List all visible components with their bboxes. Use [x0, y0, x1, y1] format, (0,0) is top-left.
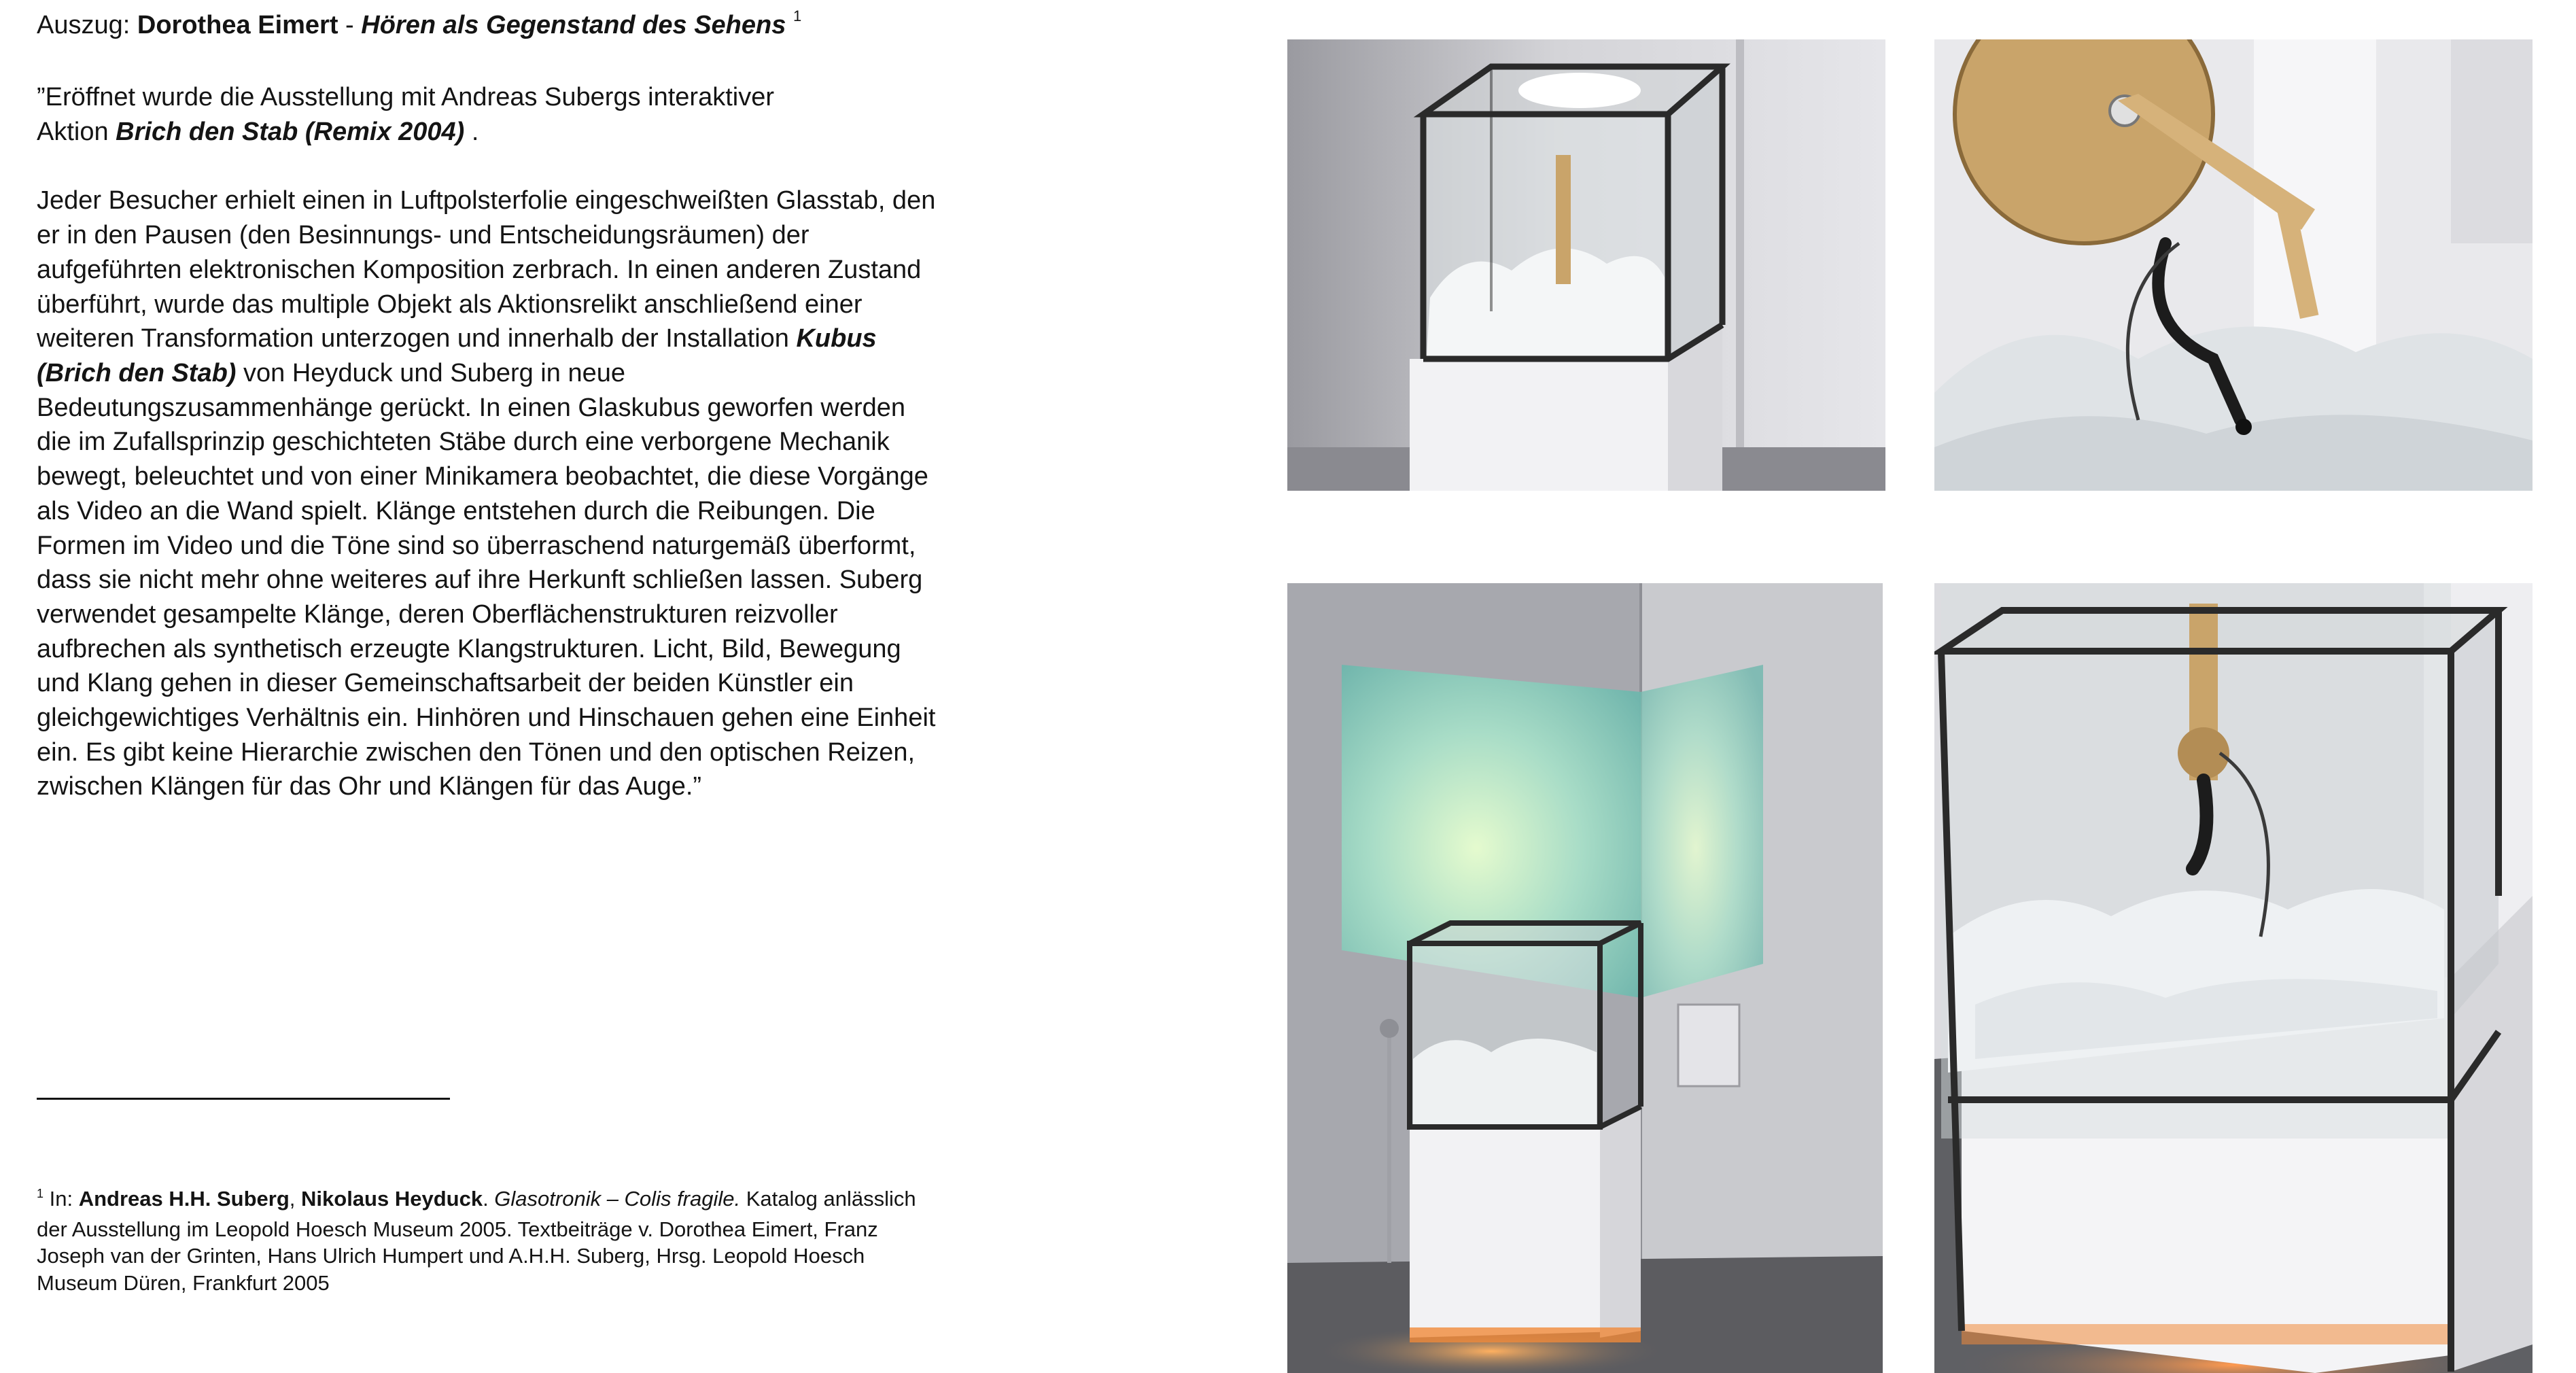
footnote-comma: ,: [289, 1187, 302, 1211]
footnote-prefix: In:: [43, 1187, 79, 1211]
footnote-artist-2: Nikolaus Heyduck: [301, 1187, 483, 1211]
article-heading: [37, 8, 941, 46]
footnote-catalog-title: Glasotronik – Colis fragile.: [494, 1187, 741, 1211]
body-part-1: Jeder Besucher erhielt einen in Luftpolsterfolie eingeschweißten Glasstab, den er in den Pausen (den Besinnungs- und Entscheidungsräumen) der aufgeführten elektronischen Komposition zerbrach. In einen anderen Zustand überführt, wurde das multiple Objekt als Aktionsrelikt anschließend einer weiteren Transformation unterzogen und innerhalb der Installation: [37, 186, 936, 353]
intro-line-2-start: Aktion: [37, 118, 116, 147]
intro-line-1: ”Eröffnet wurde die Ausstellung mit Andreas Subergs interaktiver: [37, 83, 774, 112]
heading-prefix: Auszug:: [37, 11, 137, 39]
heading-author: Dorothea Eimert: [137, 11, 338, 39]
heading-separator: -: [338, 11, 362, 39]
footnote: [37, 1185, 941, 1296]
intro-line-2-end: .: [464, 118, 479, 147]
body-part-2: von Heyduck und Suberg in neue Bedeutungszusammenhänge gerückt. In einen Glaskubus geworfen werden die im Zufallsprinzip geschichteten Stäbe durch eine verborgene Mechanik bewegt, beleuchtet und von einer Minikamera beobachtet, die diese Vorgänge als Video an die Wand spielt. Klänge entstehen durch die Reibungen. Die Formen im Video und die Töne sind so überraschend naturgemäß überformt, dass sie nicht mehr ohne weiteres auf ihre Herkunft schließen lassen. Suberg verwendet gesampelte Klänge, deren Oberflächenstrukturen reizvoller aufbrechen als synthetisch erzeugte Klangstrukturen. Licht, Bild, Bewegung und Klang gehen in dieser Gemeinschaftsarbeit der beiden Künstler ein gleichgewichtiges Verhältnis ein. Hinhören und Hinschauen gehen eine Einheit ein. Es gibt keine Hierarchie zwischen den Tönen und den optischen Reizen, zwischen Klängen für das Ohr und Klängen für das Auge.”: [37, 359, 936, 801]
footnote-divider: [37, 1098, 450, 1100]
footnote-number: 1: [37, 1187, 44, 1200]
footnote-reference[interactable]: 1: [793, 7, 802, 24]
heading-title: Hören als Gegenstand des Sehens: [361, 11, 786, 39]
photo-installation-with-projection: [1287, 583, 1883, 1373]
installation-title: Kubus (Brich den Stab): [37, 324, 877, 387]
photo-glass-cube-on-pedestal: [1287, 39, 1885, 491]
photo-cube-with-camera-arm: [1934, 583, 2533, 1373]
footnote-dot: .: [483, 1187, 495, 1211]
footnote-rest: Katalog anlässlich der Ausstellung im Leopold Hoesch Museum 2005. Textbeiträge v. Dorothea Eimert, Franz Joseph van der Grinten, Hans Ulrich Humpert und A.H.H. Suberg, Hrsg. Leopold Hoesch Museum Düren, Frankfurt 2005: [37, 1187, 916, 1295]
intro-paragraph: [37, 80, 941, 149]
footnote-artist-1: Andreas H.H. Suberg: [78, 1187, 290, 1211]
photo-mechanism-close-up: [1934, 39, 2533, 491]
body-paragraph: [37, 184, 941, 804]
article-text: [37, 8, 941, 804]
work-title: Brich den Stab (Remix 2004): [116, 118, 465, 147]
